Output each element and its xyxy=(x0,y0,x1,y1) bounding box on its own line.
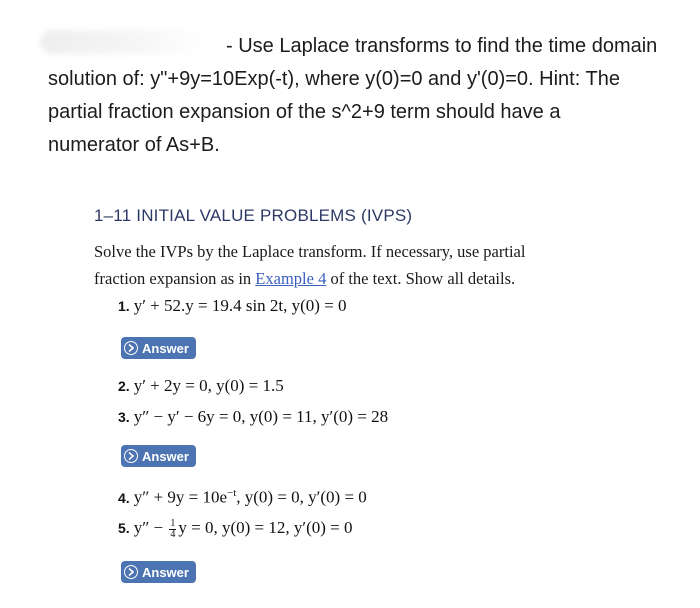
instructions xyxy=(94,238,674,292)
answer-button-3[interactable] xyxy=(121,561,196,583)
instructions-text-after: of the text. Show all details. xyxy=(326,269,516,288)
problem-equation: y″ − y′ − 6y = 0, y(0) = 11, y′(0) = 28 xyxy=(133,407,389,426)
instructions-text-before: fraction expansion as in xyxy=(94,269,256,288)
question-line-2: solution of: y"+9y=10Exp(-t), where y(0)=0 and y'(0)=0. Hint: The xyxy=(48,68,620,90)
question-text xyxy=(48,30,688,162)
problem-equation-start: y″ − xyxy=(133,518,168,537)
fraction xyxy=(169,519,176,540)
problem-number: 5. xyxy=(118,520,130,536)
problem-equation: y′ + 2y = 0, y(0) = 1.5 xyxy=(133,376,284,395)
section-title: 1–11 INITIAL VALUE PROBLEMS (IVPS) xyxy=(94,206,413,225)
answer-label: Answer xyxy=(142,448,189,464)
instructions-line-1: Solve the IVPs by the Laplace transform. If necessary, use partial xyxy=(94,242,526,261)
problem-equation-rest: y = 0, y(0) = 12, y′(0) = 0 xyxy=(178,518,353,537)
question-line-1: - Use Laplace transforms to find the time domain xyxy=(226,35,658,57)
problem-5 xyxy=(118,518,353,540)
question-line-3: partial fraction expansion of the s^2+9 term should have a xyxy=(48,101,561,123)
answer-button-2[interactable] xyxy=(121,445,196,467)
problem-2 xyxy=(118,376,284,396)
answer-label: Answer xyxy=(142,564,189,580)
problem-number: 4. xyxy=(118,489,130,506)
example-4-link[interactable]: Example 4 xyxy=(255,269,327,288)
instructions-line-2 xyxy=(94,265,674,292)
problem-equation-rest: , y(0) = 0, y′(0) = 0 xyxy=(236,487,367,507)
question-line-4: numerator of As+B. xyxy=(48,134,220,156)
problem-number: 2. xyxy=(118,378,130,394)
problem-equation: y′ + 52.y = 19.4 sin 2t, y(0) = 0 xyxy=(133,296,347,315)
answer-label: Answer xyxy=(142,340,189,356)
problem-number: 3. xyxy=(118,409,130,425)
problem-equation: y″ + 9y = 10e xyxy=(133,487,227,507)
fraction-denominator: 4 xyxy=(170,528,176,540)
answer-button-1[interactable] xyxy=(121,337,196,359)
chevron-right-icon xyxy=(124,449,138,463)
problem-number: 1. xyxy=(118,298,130,314)
problem-4 xyxy=(118,487,367,508)
problem-3 xyxy=(118,407,388,427)
chevron-right-icon xyxy=(124,565,138,579)
chevron-right-icon xyxy=(124,341,138,355)
exponent: −t xyxy=(227,487,237,499)
fraction-numerator: 1 xyxy=(170,517,176,529)
problem-1 xyxy=(118,296,347,316)
